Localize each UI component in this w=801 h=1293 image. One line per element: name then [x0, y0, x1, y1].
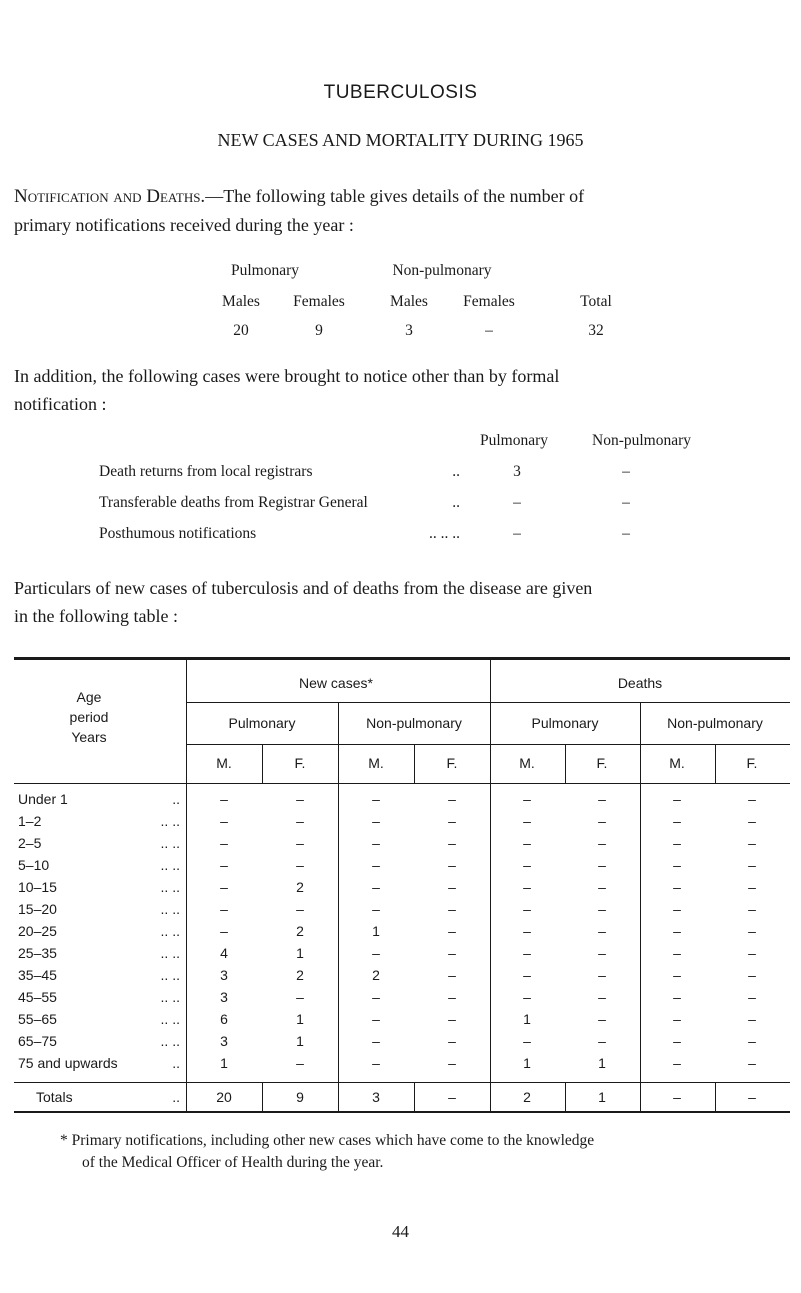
col-header-m: M.: [669, 755, 685, 771]
table-cell: 1: [372, 923, 380, 939]
row-dots: ..: [172, 791, 180, 807]
row-dots: .. ..: [160, 901, 180, 917]
table-cell: –: [448, 901, 456, 917]
addition-col-nonpulmonary: Non-pulmonary: [592, 432, 692, 449]
table-cell: –: [523, 945, 531, 961]
notif-group-pulmonary: Pulmonary: [230, 262, 300, 279]
table-cell: –: [448, 1011, 456, 1027]
subgroup-rule: [186, 744, 790, 745]
table-cell: 2: [296, 967, 304, 983]
table-cell: –: [673, 879, 681, 895]
age-label: 45–55: [18, 989, 57, 1005]
table-cell: –: [372, 835, 380, 851]
table-cell: –: [748, 945, 756, 961]
table-cell: –: [372, 879, 380, 895]
new-cases-header: New cases*: [299, 675, 373, 691]
table-cell: –: [748, 857, 756, 873]
table-cell: –: [296, 791, 304, 807]
table-cell: –: [523, 879, 531, 895]
table-cell: –: [673, 857, 681, 873]
table-cell: –: [448, 813, 456, 829]
intro-line1: —The following table gives details of the number of: [205, 186, 585, 206]
particulars-line2: in the following table :: [14, 606, 178, 626]
table-cell: 3: [220, 989, 228, 1005]
addition-row-pulmonary: –: [513, 494, 521, 511]
col-header-f: F.: [596, 755, 608, 771]
row-dots: .. ..: [160, 989, 180, 1005]
table-cell: –: [598, 791, 606, 807]
table-cell: –: [523, 813, 531, 829]
new-nonpulmonary-header: Non-pulmonary: [366, 715, 462, 731]
notif-value: 20: [233, 322, 249, 339]
table-cell: 20: [216, 1089, 232, 1105]
notif-value: –: [485, 322, 493, 339]
particulars-line1: Particulars of new cases of tuberculosis and of deaths from the disease are given: [14, 578, 593, 598]
table-cell: –: [372, 989, 380, 1005]
age-label: 1–2: [18, 813, 42, 829]
table-cell: –: [598, 989, 606, 1005]
table-bottom-rule: [14, 1111, 790, 1113]
table-cell: –: [748, 989, 756, 1005]
table-cell: –: [523, 1033, 531, 1049]
table-cell: –: [448, 1033, 456, 1049]
table-cell: –: [598, 879, 606, 895]
page-title: TUBERCULOSIS: [323, 82, 478, 103]
table-cell: 2: [523, 1089, 531, 1105]
page-number: 44: [392, 1222, 409, 1241]
addition-row-pulmonary: 3: [513, 463, 521, 480]
particulars-paragraph: [14, 574, 789, 630]
table-cell: –: [220, 813, 228, 829]
addition-row-nonpulmonary: –: [622, 463, 630, 480]
notif-value: 32: [588, 322, 604, 339]
row-dots: .. ..: [160, 835, 180, 851]
table-cell: –: [372, 901, 380, 917]
table-cell: –: [448, 1055, 456, 1071]
addition-row-label: Posthumous notifications: [99, 525, 257, 542]
table-cell: –: [448, 945, 456, 961]
notif-col-label: Females: [293, 293, 345, 310]
vrule: [414, 1083, 415, 1112]
intro-lead: Notification and Deaths.: [14, 186, 206, 207]
table-cell: –: [523, 967, 531, 983]
vrule: [262, 744, 263, 784]
table-cell: 1: [598, 1089, 606, 1105]
table-cell: 1: [296, 1033, 304, 1049]
row-dots: .. ..: [160, 1011, 180, 1027]
table-cell: –: [523, 835, 531, 851]
table-cell: –: [296, 813, 304, 829]
table-cell: –: [748, 967, 756, 983]
table-cell: –: [748, 879, 756, 895]
table-cell: –: [523, 989, 531, 1005]
table-cell: –: [748, 901, 756, 917]
col-header-f: F.: [446, 755, 458, 771]
intro-line2: primary notifications received during the year :: [14, 215, 354, 235]
table-cell: 3: [220, 1033, 228, 1049]
vrule: [414, 744, 415, 784]
table-cell: –: [598, 945, 606, 961]
table-cell: –: [372, 791, 380, 807]
table-cell: –: [748, 923, 756, 939]
row-dots: .. ..: [160, 879, 180, 895]
page-subtitle: NEW CASES AND MORTALITY DURING 1965: [217, 130, 584, 150]
col-header-m: M.: [519, 755, 535, 771]
table-cell: –: [296, 1055, 304, 1071]
age-label: 5–10: [18, 857, 50, 873]
totals-top-rule: [14, 1082, 790, 1083]
table-cell: –: [748, 835, 756, 851]
age-label: 55–65: [18, 1011, 57, 1027]
table-cell: –: [523, 857, 531, 873]
table-cell: –: [220, 791, 228, 807]
row-dots: ..: [172, 1089, 180, 1105]
table-cell: –: [673, 1033, 681, 1049]
table-cell: –: [598, 923, 606, 939]
table-cell: –: [523, 901, 531, 917]
footnote-line2: of the Medical Officer of Health during the year.: [82, 1154, 384, 1171]
notif-col-label: Total: [580, 293, 612, 310]
age-header-line3: Years: [71, 729, 107, 745]
table-cell: 9: [296, 1089, 304, 1105]
table-cell: –: [372, 857, 380, 873]
table-cell: –: [448, 857, 456, 873]
vrule: [490, 660, 491, 1112]
new-pulmonary-header: Pulmonary: [228, 715, 296, 731]
addition-paragraph: [14, 362, 789, 418]
table-cell: –: [598, 813, 606, 829]
age-label: Under 1: [18, 791, 68, 807]
table-cell: –: [372, 813, 380, 829]
table-cell: 1: [523, 1011, 531, 1027]
table-cell: –: [748, 791, 756, 807]
table-cell: –: [296, 857, 304, 873]
notif-value: 9: [315, 322, 323, 339]
table-cell: –: [598, 857, 606, 873]
table-cell: 1: [220, 1055, 228, 1071]
col-header-m: M.: [368, 755, 384, 771]
table-cell: –: [673, 1055, 681, 1071]
table-cell: –: [448, 989, 456, 1005]
addition-line2: notification :: [14, 394, 107, 414]
addition-col-pulmonary: Pulmonary: [480, 432, 549, 449]
vrule: [338, 702, 339, 1112]
row-dots: .. ..: [160, 923, 180, 939]
row-dots: .. ..: [160, 813, 180, 829]
col-header-m: M.: [216, 755, 232, 771]
table-cell: –: [673, 791, 681, 807]
table-cell: –: [448, 879, 456, 895]
table-cell: 4: [220, 945, 228, 961]
header-bottom-rule: [14, 783, 790, 784]
table-cell: 2: [296, 879, 304, 895]
footnote: [60, 1130, 760, 1174]
table-cell: –: [523, 791, 531, 807]
table-cell: –: [673, 813, 681, 829]
table-cell: –: [598, 1033, 606, 1049]
notif-col-label: Males: [222, 293, 260, 310]
table-cell: –: [748, 1011, 756, 1027]
table-cell: –: [673, 923, 681, 939]
row-dots: .. ..: [160, 857, 180, 873]
age-label: 10–15: [18, 879, 57, 895]
vrule: [715, 1083, 716, 1112]
addition-row-nonpulmonary: –: [622, 525, 630, 542]
addition-row-label: Transferable deaths from Registrar General: [99, 494, 368, 511]
table-cell: –: [372, 1011, 380, 1027]
vrule: [262, 1083, 263, 1112]
row-dots: ..: [172, 1055, 180, 1071]
table-cell: –: [598, 1011, 606, 1027]
table-cell: –: [296, 901, 304, 917]
row-dots: .. ..: [160, 945, 180, 961]
row-dots: .. ..: [160, 1033, 180, 1049]
table-cell: 3: [372, 1089, 380, 1105]
table-cell: –: [598, 901, 606, 917]
table-cell: –: [220, 901, 228, 917]
totals-label: Totals: [36, 1089, 73, 1105]
vrule: [640, 702, 641, 1112]
addition-row-pulmonary: –: [513, 525, 521, 542]
table-cell: –: [220, 857, 228, 873]
table-cell: –: [448, 967, 456, 983]
notif-value: 3: [405, 322, 413, 339]
addition-row-dots: ..: [452, 494, 460, 511]
age-label: 15–20: [18, 901, 57, 917]
table-cell: –: [748, 1055, 756, 1071]
deaths-pulmonary-header: Pulmonary: [531, 715, 599, 731]
table-cell: –: [673, 967, 681, 983]
addition-row-label: Death returns from local registrars: [99, 463, 313, 480]
row-dots: .. ..: [160, 967, 180, 983]
table-cell: –: [673, 1011, 681, 1027]
age-label: 20–25: [18, 923, 57, 939]
table-cell: –: [748, 1033, 756, 1049]
table-top-rule: [14, 657, 790, 660]
table-cell: 2: [296, 923, 304, 939]
table-cell: –: [372, 1055, 380, 1071]
table-cell: 1: [296, 1011, 304, 1027]
age-label: 35–45: [18, 967, 57, 983]
table-cell: –: [220, 923, 228, 939]
table-cell: 3: [220, 967, 228, 983]
age-label: 25–35: [18, 945, 57, 961]
table-cell: –: [673, 989, 681, 1005]
table-cell: –: [673, 1089, 681, 1105]
age-label: 65–75: [18, 1033, 57, 1049]
table-cell: –: [598, 967, 606, 983]
table-cell: –: [673, 945, 681, 961]
intro-paragraph: [14, 182, 789, 239]
table-cell: –: [296, 835, 304, 851]
table-cell: 1: [523, 1055, 531, 1071]
addition-row-dots: .. .. ..: [429, 525, 460, 542]
table-cell: –: [448, 923, 456, 939]
table-cell: –: [748, 813, 756, 829]
table-cell: –: [372, 1033, 380, 1049]
deaths-header: Deaths: [617, 675, 663, 691]
addition-row-dots: ..: [452, 463, 460, 480]
table-cell: –: [372, 945, 380, 961]
notif-group-nonpulmonary: Non-pulmonary: [392, 262, 492, 279]
age-label: 75 and upwards: [18, 1055, 118, 1071]
table-cell: –: [673, 835, 681, 851]
age-label: 2–5: [18, 835, 42, 851]
footnote-line1: * Primary notifications, including other new cases which have come to the knowledge: [60, 1132, 595, 1149]
table-cell: –: [598, 835, 606, 851]
vrule: [565, 744, 566, 784]
addition-row-nonpulmonary: –: [622, 494, 630, 511]
age-header: [14, 687, 164, 747]
table-cell: –: [523, 923, 531, 939]
vrule: [186, 660, 187, 1112]
table-cell: –: [448, 835, 456, 851]
table-cell: –: [448, 791, 456, 807]
table-cell: 2: [372, 967, 380, 983]
addition-line1: In addition, the following cases were brought to notice other than by formal: [14, 366, 560, 386]
age-header-line1: Age: [76, 689, 102, 705]
notif-col-label: Females: [463, 293, 515, 310]
table-cell: –: [748, 1089, 756, 1105]
age-header-line2: period: [69, 709, 109, 725]
table-cell: –: [220, 835, 228, 851]
vrule: [715, 744, 716, 784]
table-cell: 1: [598, 1055, 606, 1071]
table-cell: –: [673, 901, 681, 917]
vrule: [565, 1083, 566, 1112]
table-cell: 6: [220, 1011, 228, 1027]
table-cell: 1: [296, 945, 304, 961]
table-cell: –: [448, 1089, 456, 1105]
notif-col-label: Males: [390, 293, 428, 310]
col-header-f: F.: [746, 755, 758, 771]
deaths-nonpulmonary-header: Non-pulmonary: [667, 715, 763, 731]
table-cell: –: [220, 879, 228, 895]
col-header-f: F.: [294, 755, 306, 771]
table-cell: –: [296, 989, 304, 1005]
